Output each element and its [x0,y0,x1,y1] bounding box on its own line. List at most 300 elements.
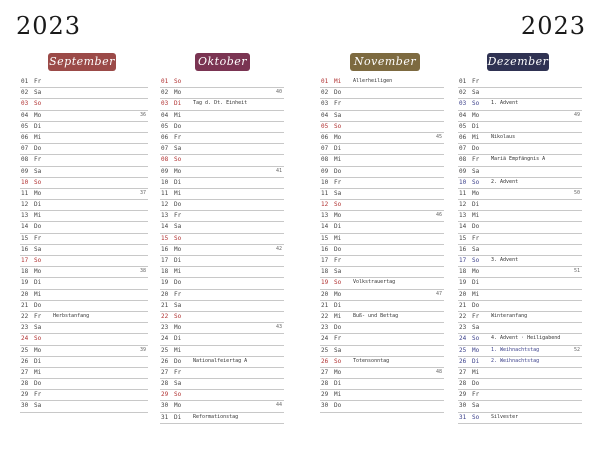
day-row [160,357,284,368]
weekday-label: Sa [472,167,480,175]
day-row [458,222,582,233]
weekday-label: So [34,100,42,108]
day-list-oktober [160,77,284,424]
day-row [458,200,582,211]
day-row [458,301,582,312]
day-number: 12 [161,201,169,209]
day-row [20,88,148,99]
day-number: 16 [21,245,29,253]
weekday-label: Mo [174,167,182,175]
weekday-label: Di [472,201,480,209]
day-row [160,413,284,424]
day-row [20,200,148,211]
weekday-label: Fr [34,78,42,85]
day-row [458,155,582,166]
day-number: 25 [161,346,169,354]
day-number: 23 [459,324,467,332]
day-number: 30 [161,402,169,410]
day-row [320,379,444,390]
day-row [160,99,284,110]
day-row [160,211,284,222]
weekday-label: Di [34,357,42,365]
day-number: 10 [321,178,329,186]
day-row [20,245,148,256]
day-number: 03 [459,100,467,108]
weekday-label: Mi [174,268,182,276]
day-number: 17 [321,257,329,264]
holiday-label: Winteranfang [491,312,528,319]
day-row [320,77,444,88]
day-number: 06 [21,133,29,141]
weekday-label: Mi [34,212,42,220]
day-row [320,111,444,122]
day-number: 25 [321,346,329,354]
day-number: 21 [21,301,29,309]
holiday-label: Nikolaus [491,133,516,140]
weekday-label: Do [334,89,342,97]
weekday-label: Mi [174,346,182,354]
day-number: 27 [21,368,29,376]
weekday-label: So [472,100,480,108]
day-row [458,144,582,155]
day-row [320,200,444,211]
day-row [320,312,444,323]
weekday-label: So [174,78,182,85]
day-number: 02 [161,89,169,97]
day-row [160,278,284,289]
weekday-label: Sa [34,402,42,410]
day-number: 22 [21,312,29,320]
day-row [458,346,582,357]
day-number: 14 [161,223,169,231]
day-row [320,99,444,110]
day-number: 15 [161,234,169,242]
weekday-label: Di [334,223,342,231]
day-number: 02 [459,89,467,97]
day-row [160,189,284,200]
day-row [160,234,284,245]
day-number: 02 [321,89,329,97]
day-row [20,256,148,267]
day-row [458,413,582,424]
week-number: 36 [139,111,146,118]
day-row [20,368,148,379]
day-number: 31 [459,413,467,421]
day-row [160,301,284,312]
day-number: 14 [21,223,29,231]
day-row [20,133,148,144]
weekday-label: Mo [334,368,342,376]
weekday-label: Mo [174,402,182,410]
day-number: 30 [21,402,29,410]
day-row [320,346,444,357]
weekday-label: Fr [334,257,342,264]
day-number: 21 [161,301,169,309]
day-row [20,346,148,357]
day-number: 13 [459,212,467,220]
holiday-label: Mariä Empfängnis A [491,156,546,163]
month-banner-november: November [350,53,420,71]
day-row [458,234,582,245]
holiday-label: 2. Weihnachtstag [491,357,540,364]
day-row [160,390,284,401]
day-row [320,88,444,99]
day-number: 05 [321,122,329,130]
weekday-label: Do [34,380,42,388]
week-number: 43 [275,324,282,331]
day-row [20,189,148,200]
day-number: 20 [161,290,169,298]
week-number: 52 [573,346,580,353]
weekday-label: Mo [472,189,480,197]
weekday-label: Sa [174,145,182,153]
weekday-label: So [174,156,182,164]
weekday-label: Di [34,122,42,130]
holiday-label: Herbstanfang [53,312,90,319]
weekday-label: Di [174,257,182,264]
day-list-november [320,77,444,413]
day-row [458,189,582,200]
day-row [320,301,444,312]
day-number: 18 [161,268,169,276]
day-row [160,267,284,278]
weekday-label: So [174,391,182,399]
day-row [20,144,148,155]
day-row [458,211,582,222]
weekday-label: Fr [472,78,480,85]
day-row [320,278,444,289]
day-number: 04 [459,111,467,119]
holiday-label: 1. Advent [491,100,519,107]
day-row [320,222,444,233]
day-number: 26 [321,357,329,365]
day-number: 23 [21,324,29,332]
day-row [160,245,284,256]
weekday-label: Di [334,380,342,388]
weekday-label: Do [472,145,480,153]
day-list-dezember [458,77,582,424]
weekday-label: Fr [174,290,182,298]
weekday-label: Mo [472,111,480,119]
holiday-label: Volkstrauertag [353,279,396,286]
weekday-label: Mi [334,234,342,242]
weekday-label: Fr [472,312,480,320]
holiday-label: Tag d. Dt. Einheit [193,100,248,107]
day-row [458,390,582,401]
year-left: 2023 [16,12,82,40]
day-number: 28 [21,380,29,388]
weekday-label: Sa [334,111,342,119]
weekday-label: Sa [472,245,480,253]
day-row [20,379,148,390]
weekday-label: Sa [472,402,480,410]
week-number: 39 [139,346,146,353]
weekday-label: Mo [34,346,42,354]
day-number: 04 [321,111,329,119]
weekday-label: So [334,201,342,209]
day-number: 14 [459,223,467,231]
day-number: 23 [321,324,329,332]
weekday-label: Sa [174,380,182,388]
weekday-label: Di [34,201,42,209]
day-row [160,88,284,99]
day-number: 20 [21,290,29,298]
day-row [320,245,444,256]
weekday-label: So [34,335,42,343]
day-number: 27 [321,368,329,376]
month-banner-oktober: Oktober [195,53,250,71]
day-number: 06 [161,133,169,141]
day-number: 28 [161,380,169,388]
day-number: 29 [21,391,29,399]
day-number: 03 [321,100,329,108]
day-row [458,99,582,110]
weekday-label: Mi [34,290,42,298]
day-row [160,200,284,211]
weekday-label: Sa [174,301,182,309]
day-number: 13 [321,212,329,220]
day-number: 01 [459,78,467,85]
day-row [20,167,148,178]
day-number: 26 [21,357,29,365]
day-row [160,167,284,178]
day-row [458,111,582,122]
weekday-label: Mo [34,268,42,276]
day-number: 10 [459,178,467,186]
day-number: 22 [321,312,329,320]
weekday-label: Mi [34,133,42,141]
day-number: 07 [161,145,169,153]
weekday-label: So [34,257,42,264]
day-number: 25 [459,346,467,354]
weekday-label: Sa [334,189,342,197]
week-number: 46 [435,212,442,219]
weekday-label: Fr [334,178,342,186]
weekday-label: So [174,234,182,242]
holiday-label: 3. Advent [491,257,519,263]
day-row [160,290,284,301]
day-row [458,267,582,278]
weekday-label: Mo [174,324,182,332]
day-row [458,401,582,412]
day-row [320,323,444,334]
weekday-label: So [472,178,480,186]
weekday-label: Di [472,122,480,130]
day-number: 13 [161,212,169,220]
day-row [320,357,444,368]
weekday-label: Sa [334,346,342,354]
day-number: 13 [21,212,29,220]
week-number: 45 [435,133,442,140]
day-number: 24 [321,335,329,343]
weekday-label: Mi [472,133,480,141]
day-row [20,155,148,166]
weekday-label: Di [174,178,182,186]
day-row [458,77,582,88]
day-number: 18 [321,268,329,276]
day-number: 01 [161,78,169,85]
day-row [320,290,444,301]
weekday-label: Mo [334,290,342,298]
day-row [20,312,148,323]
weekday-label: Mo [174,89,182,97]
week-number: 42 [275,245,282,252]
day-number: 31 [161,413,169,421]
day-number: 27 [459,368,467,376]
weekday-label: So [334,122,342,130]
day-row [320,178,444,189]
day-number: 19 [161,279,169,287]
day-number: 12 [21,201,29,209]
weekday-label: Fr [334,100,342,108]
day-number: 26 [161,357,169,365]
day-number: 05 [459,122,467,130]
weekday-label: Sa [334,268,342,276]
day-row [20,99,148,110]
day-number: 02 [21,89,29,97]
weekday-label: Mi [334,78,342,85]
month-banner-september: September [48,53,116,71]
day-row [458,290,582,301]
week-number: 47 [435,290,442,297]
day-number: 08 [161,156,169,164]
day-number: 05 [21,122,29,130]
weekday-label: So [472,335,480,343]
day-number: 01 [321,78,329,85]
weekday-label: Do [174,279,182,287]
day-number: 15 [459,234,467,242]
day-number: 16 [459,245,467,253]
day-number: 10 [161,178,169,186]
week-number: 38 [139,268,146,275]
day-number: 16 [321,245,329,253]
weekday-label: Fr [334,335,342,343]
day-number: 22 [161,312,169,320]
day-row [20,323,148,334]
day-row [20,111,148,122]
weekday-label: Mo [472,268,480,276]
weekday-label: Do [174,122,182,130]
weekday-label: Di [472,357,480,365]
day-row [20,390,148,401]
day-row [20,267,148,278]
day-number: 06 [321,133,329,141]
day-number: 16 [161,245,169,253]
day-number: 30 [459,402,467,410]
day-number: 18 [459,268,467,276]
day-row [20,301,148,312]
day-row [320,390,444,401]
day-row [20,222,148,233]
weekday-label: Mi [34,368,42,376]
weekday-label: Do [334,245,342,253]
day-row [160,368,284,379]
day-row [20,211,148,222]
day-row [20,334,148,345]
weekday-label: Mo [34,189,42,197]
day-row [320,234,444,245]
weekday-label: Mo [174,245,182,253]
weekday-label: Sa [34,324,42,332]
day-row [160,323,284,334]
weekday-label: Do [334,167,342,175]
day-row [458,88,582,99]
weekday-label: So [472,413,480,421]
weekday-label: Fr [472,234,480,242]
day-number: 08 [21,156,29,164]
day-number: 07 [459,145,467,153]
holiday-label: 2. Advent [491,178,519,185]
weekday-label: Di [34,279,42,287]
day-number: 29 [321,391,329,399]
day-number: 04 [161,111,169,119]
day-number: 17 [21,257,29,264]
day-number: 11 [321,189,329,197]
day-number: 18 [21,268,29,276]
day-row [458,167,582,178]
day-row [20,77,148,88]
day-number: 14 [321,223,329,231]
weekday-label: Sa [174,223,182,231]
day-number: 24 [161,335,169,343]
weekday-label: So [334,357,342,365]
day-number: 17 [161,257,169,264]
day-row [160,77,284,88]
weekday-label: Mo [334,212,342,220]
holiday-label: Silvester [491,413,519,420]
holiday-label: Reformationstag [193,413,239,420]
day-row [458,133,582,144]
day-number: 12 [321,201,329,209]
weekday-label: Do [174,357,182,365]
day-row [320,368,444,379]
day-row [320,256,444,267]
day-number: 27 [161,368,169,376]
weekday-label: Mi [174,111,182,119]
weekday-label: Do [334,402,342,410]
weekday-label: Mo [34,111,42,119]
day-row [160,401,284,412]
week-number: 48 [435,368,442,375]
day-row [20,234,148,245]
weekday-label: Sa [472,89,480,97]
day-row [320,211,444,222]
week-number: 37 [139,189,146,196]
holiday-label: Allerheiligen [353,78,393,84]
week-number: 40 [275,89,282,96]
weekday-label: Mi [334,156,342,164]
day-number: 20 [321,290,329,298]
day-row [160,334,284,345]
weekday-label: Mi [472,212,480,220]
day-row [20,290,148,301]
weekday-label: Sa [34,167,42,175]
day-row [160,155,284,166]
weekday-label: Mo [472,346,480,354]
day-number: 07 [21,145,29,153]
day-row [20,278,148,289]
day-row [458,368,582,379]
day-number: 26 [459,357,467,365]
weekday-label: Di [174,335,182,343]
week-number: 44 [275,402,282,409]
weekday-label: Fr [34,312,42,320]
holiday-label: Totensonntag [353,357,390,364]
day-number: 01 [21,78,29,85]
day-row [458,379,582,390]
day-row [20,178,148,189]
year-right: 2023 [520,12,586,40]
